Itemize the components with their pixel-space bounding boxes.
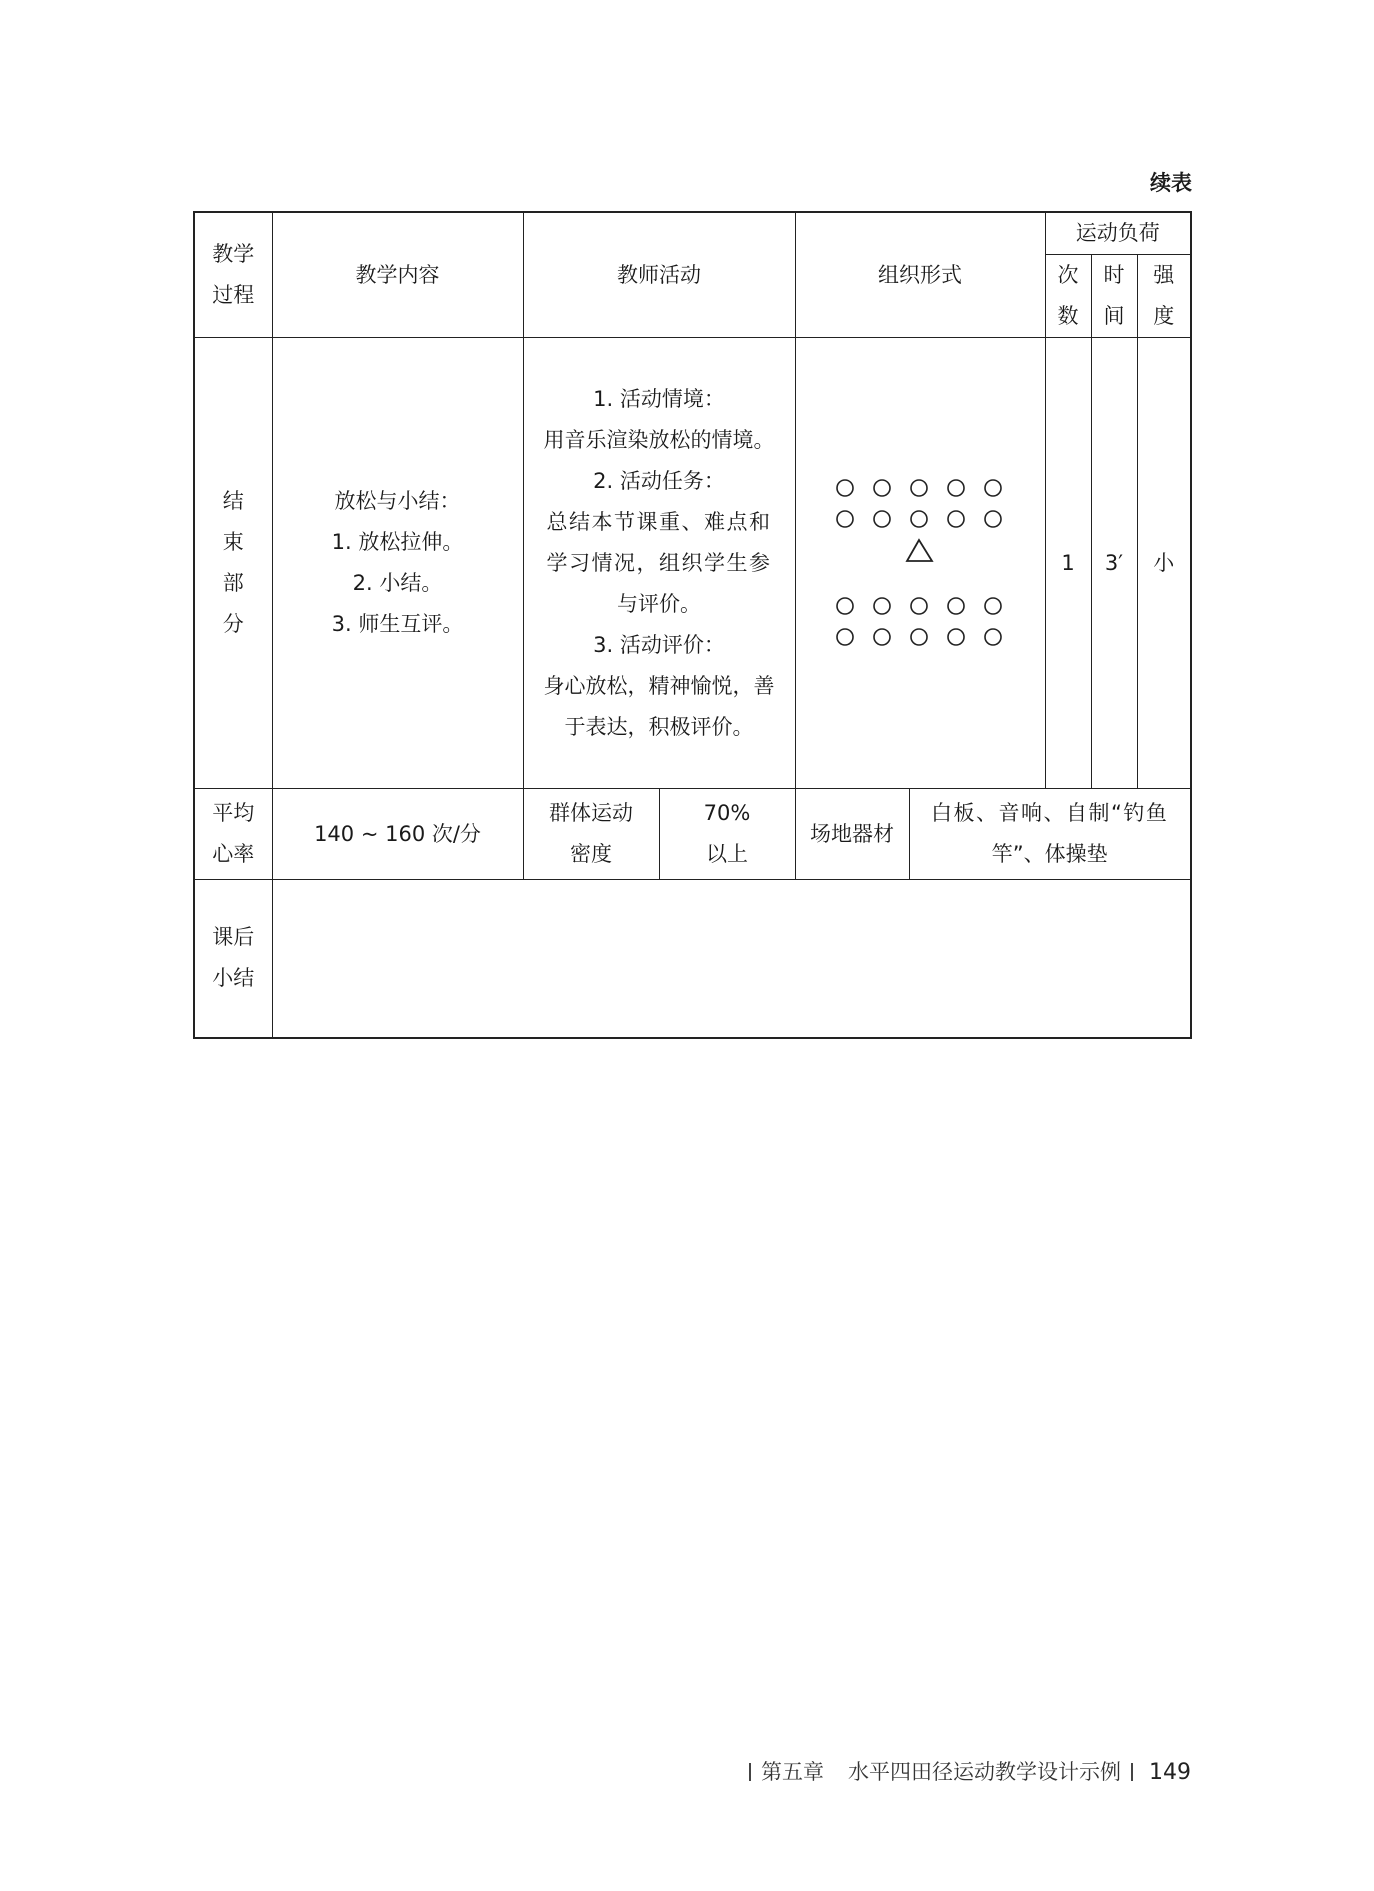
header-organization: 组织形式 xyxy=(795,212,1045,338)
formation-diagram xyxy=(795,338,1045,789)
page-footer xyxy=(739,1756,1191,1786)
end-content: 放松与小结： 1. 放松拉伸。 2. 小结。 3. 师生互评。 xyxy=(272,338,523,789)
heart-rate-label: 平均 心率 xyxy=(194,789,272,880)
student-circle-icon xyxy=(985,480,1001,496)
student-circle-icon xyxy=(874,598,890,614)
end-intensity: 小 xyxy=(1137,338,1191,789)
student-circle-icon xyxy=(837,511,853,527)
student-circle-icon xyxy=(985,598,1001,614)
end-teacher-activity: 1. 活动情境： 用音乐渲染放松的情境。 2. 活动任务： 总结本节课重、难点和 学习情况，组织学生参 与评价。 3. 活动评价： 身心放松，精神愉悦，善 于表达，积极评价。 xyxy=(523,338,795,789)
heart-rate-value: 140 ~ 160 次/分 xyxy=(272,789,523,880)
student-circle-icon xyxy=(948,511,964,527)
student-circle-icon xyxy=(911,511,927,527)
header-times: 次 数 xyxy=(1045,255,1091,338)
student-circle-icon xyxy=(948,480,964,496)
summary-value xyxy=(272,880,1191,1038)
footer-separator xyxy=(1131,1763,1133,1781)
header-intensity: 强 度 xyxy=(1137,255,1191,338)
student-circle-icon xyxy=(874,629,890,645)
student-circle-icon xyxy=(985,629,1001,645)
student-circle-icon xyxy=(948,629,964,645)
footer-separator xyxy=(749,1763,751,1781)
header-content: 教学内容 xyxy=(272,212,523,338)
density-value: 70% 以上 xyxy=(659,789,795,880)
header-teacher-activity: 教师活动 xyxy=(523,212,795,338)
continued-label: 续表 xyxy=(1150,171,1192,195)
student-circle-icon xyxy=(874,480,890,496)
lesson-plan-table xyxy=(193,211,1192,1039)
student-circle-icon xyxy=(911,480,927,496)
end-duration: 3′ xyxy=(1091,338,1137,789)
summary-label: 课后 小结 xyxy=(194,880,272,1038)
venue-value: 白板、音响、自制“钓鱼 竿”、体操垫 xyxy=(909,789,1191,880)
teacher-triangle-icon xyxy=(907,540,932,561)
formation-svg xyxy=(835,478,1005,648)
student-circle-icon xyxy=(837,629,853,645)
section-end: 结 束 部 分 xyxy=(194,338,272,789)
venue-label: 场地器材 xyxy=(795,789,909,880)
footer-title: 水平四田径运动教学设计示例 xyxy=(848,1760,1121,1784)
student-circle-icon xyxy=(874,511,890,527)
page-number: 149 xyxy=(1149,1760,1191,1785)
student-circle-icon xyxy=(985,511,1001,527)
student-circle-icon xyxy=(837,598,853,614)
header-load: 运动负荷 xyxy=(1045,212,1191,255)
student-circle-icon xyxy=(837,480,853,496)
end-times: 1 xyxy=(1045,338,1091,789)
student-circle-icon xyxy=(948,598,964,614)
student-circle-icon xyxy=(911,598,927,614)
student-circle-icon xyxy=(911,629,927,645)
header-process: 教学 过程 xyxy=(194,212,272,338)
footer-chapter: 第五章 xyxy=(761,1760,824,1784)
density-label: 群体运动 密度 xyxy=(523,789,659,880)
header-duration: 时 间 xyxy=(1091,255,1137,338)
